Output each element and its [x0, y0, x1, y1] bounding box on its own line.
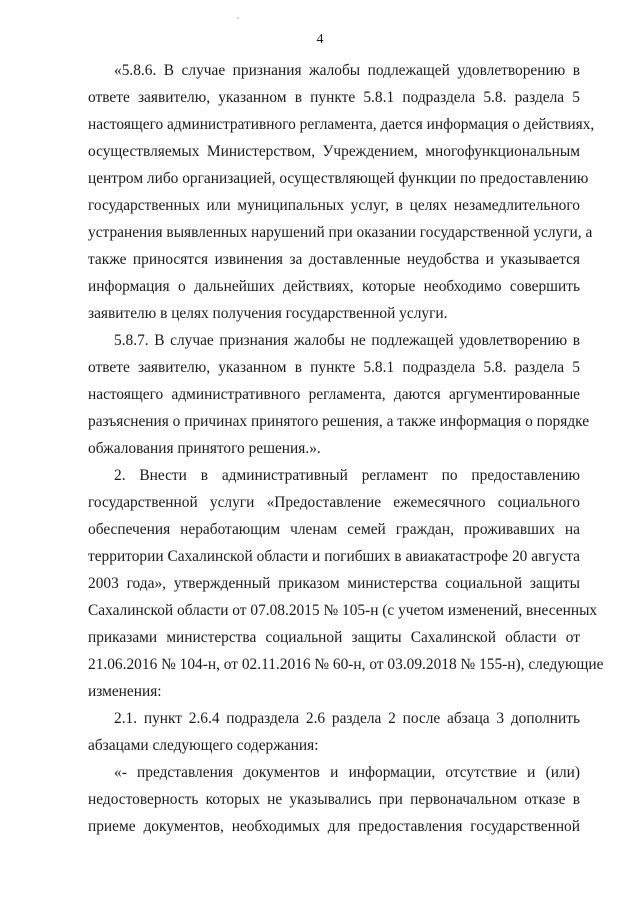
paragraph-line: осуществляемых Министерством, Учреждением, многофункциональным [88, 143, 580, 160]
page-number: 4 [316, 32, 324, 47]
paragraph-line: ответе заявителю, указанном в пункте 5.8.1 подраздела 5.8. раздела 5 [88, 89, 580, 106]
paragraph-line: приказами министерства социальной защиты Сахалинской области от [88, 629, 580, 646]
paragraph-line: разъяснения о причинах принятого решения, а также информация о порядке [88, 413, 590, 430]
paragraph-line: устранения выявленных нарушений при оказании государственной услуги, а [88, 224, 593, 241]
paragraph-line: государственных или муниципальных услуг, в целях незамедлительного [88, 197, 580, 214]
paragraph-line: 2.1. пункт 2.6.4 подраздела 2.6 раздела 2 после абзаца 3 дополнить [114, 710, 580, 727]
paragraph-line: также приносятся извинения за доставленные неудобства и указывается [88, 251, 580, 268]
paragraph-line: «5.8.6. В случае признания жалобы подлежащей удовлетворению в [114, 62, 580, 79]
paragraph-line: настоящего административного регламента, дается информация о действиях, [88, 116, 595, 133]
paragraph-line: 2003 года», утвержденный приказом министерства социальной защиты [88, 575, 580, 592]
paragraph-line: настоящего административного регламента, даются аргументированные [88, 386, 580, 403]
paragraph-line: центром либо организацией, осуществляющей функции по предоставлению [88, 170, 589, 187]
paragraph-line: 5.8.7. В случае признания жалобы не подлежащей удовлетворению в [114, 332, 580, 349]
paragraph-line: «- представления документов и информации, отсутствие и (или) [114, 764, 580, 781]
paragraph-line: абзацами следующего содержания: [88, 737, 319, 754]
paragraph-line: заявителю в целях получения государственной услуги. [88, 305, 448, 322]
paragraph-line: территории Сахалинской области и погибших в авиакатастрофе 20 августа [88, 548, 580, 565]
paragraph-line: обжалования принятого решения.». [88, 440, 321, 457]
paragraph-line: изменения: [88, 683, 162, 700]
paragraph-line: ответе заявителю, указанном в пункте 5.8.1 подраздела 5.8. раздела 5 [88, 359, 580, 376]
paragraph-line: информация о дальнейших действиях, которые необходимо совершить [88, 278, 580, 295]
paragraph-line: недостоверность которых не указывались при первоначальном отказе в [88, 791, 580, 808]
scan-speck [237, 17, 239, 19]
paragraph-line: 21.06.2016 № 104-н, от 02.11.2016 № 60-н, от 03.09.2018 № 155-н), следующие [88, 656, 604, 673]
paragraph-line: обеспечения неработающим членам семей граждан, проживавших на [88, 521, 580, 538]
paragraph-line: государственной услуги «Предоставление ежемесячного социального [88, 494, 580, 511]
paragraph-line: 2. Внести в административный регламент по предоставлению [114, 467, 580, 484]
paragraph-line: Сахалинской области от 07.08.2015 № 105-н (с учетом изменений, внесенных [88, 602, 598, 619]
paragraph-line: приеме документов, необходимых для предоставления государственной [88, 818, 580, 835]
